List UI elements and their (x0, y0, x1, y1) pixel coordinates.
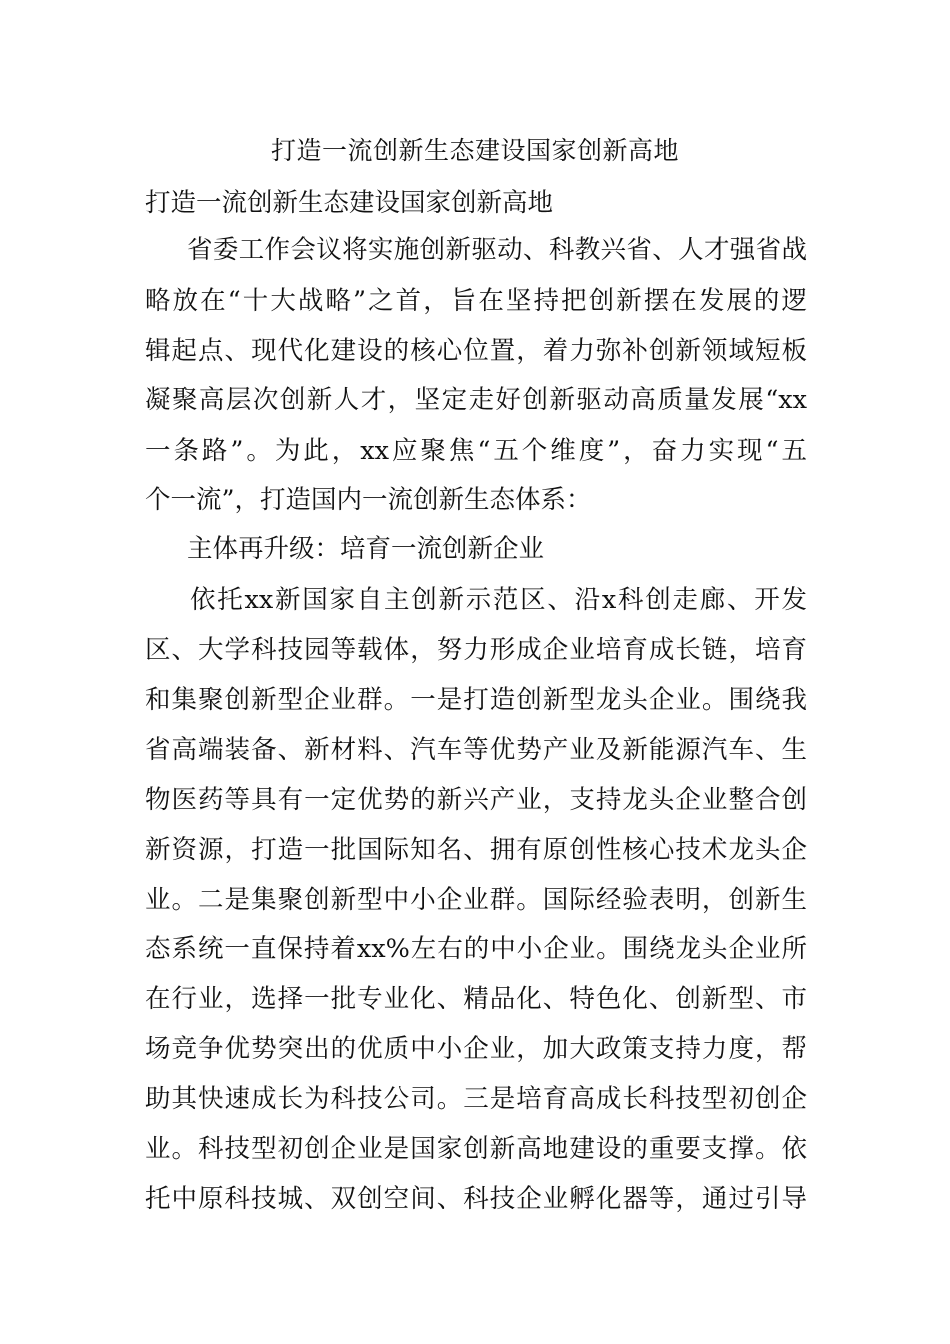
paragraph-line: 业。二是集聚创新型中小企业群。国际经验表明，创新生 (145, 885, 807, 915)
document-title: 打造一流创新生态建设国家创新高地 (270, 136, 679, 165)
paragraph-line: 个一流”，打造国内一流创新生态体系： (145, 485, 592, 515)
paragraph-line: 托中原科技城、双创空间、科技企业孵化器等，通过引导 (145, 1184, 807, 1214)
paragraph-line: 区、大学科技园等载体，努力形成企业培育成长链，培育 (145, 635, 807, 665)
paragraph-line: 凝聚高层次创新人才，坚定走好创新驱动高质量发展“xx (145, 385, 807, 415)
paragraph-line: 业。科技型初创企业是国家创新高地建设的重要支撑。依 (145, 1134, 807, 1164)
paragraph-line: 略放在“十大战略”之首，旨在坚持把创新摆在发展的逻 (145, 286, 807, 316)
paragraph-line: 态系统一直保持着xx%左右的中小企业。围绕龙头企业所 (145, 934, 807, 964)
paragraph-line: 依托xx新国家自主创新示范区、沿x科创走廊、开发 (190, 585, 807, 615)
paragraph-line: 场竞争优势突出的优质中小企业，加大政策支持力度，帮 (145, 1034, 807, 1064)
paragraph-line: 省委工作会议将实施创新驱动、科教兴省、人才强省战 (187, 235, 807, 265)
paragraph-line: 和集聚创新型企业群。一是打造创新型龙头企业。围绕我 (145, 685, 807, 715)
paragraph-line: 省高端装备、新材料、汽车等优势产业及新能源汽车、生 (145, 735, 807, 765)
paragraph-line: 在行业，选择一批专业化、精品化、特色化、创新型、市 (145, 984, 807, 1014)
paragraph-line: 一条路”。为此，xx应聚焦“五个维度”，奋力实现“五 (145, 436, 807, 466)
document-subtitle: 打造一流创新生态建设国家创新高地 (145, 188, 554, 218)
paragraph-line: 辑起点、现代化建设的核心位置，着力弥补创新领域短板 (145, 336, 807, 366)
paragraph-line: 新资源，打造一批国际知名、拥有原创性核心技术龙头企 (145, 835, 807, 865)
paragraph-line: 物医药等具有一定优势的新兴产业，支持龙头企业整合创 (145, 785, 807, 815)
paragraph-line: 助其快速成长为科技公司。三是培育高成长科技型初创企 (145, 1084, 807, 1114)
section-heading: 主体再升级：培育一流创新企业 (187, 534, 545, 564)
